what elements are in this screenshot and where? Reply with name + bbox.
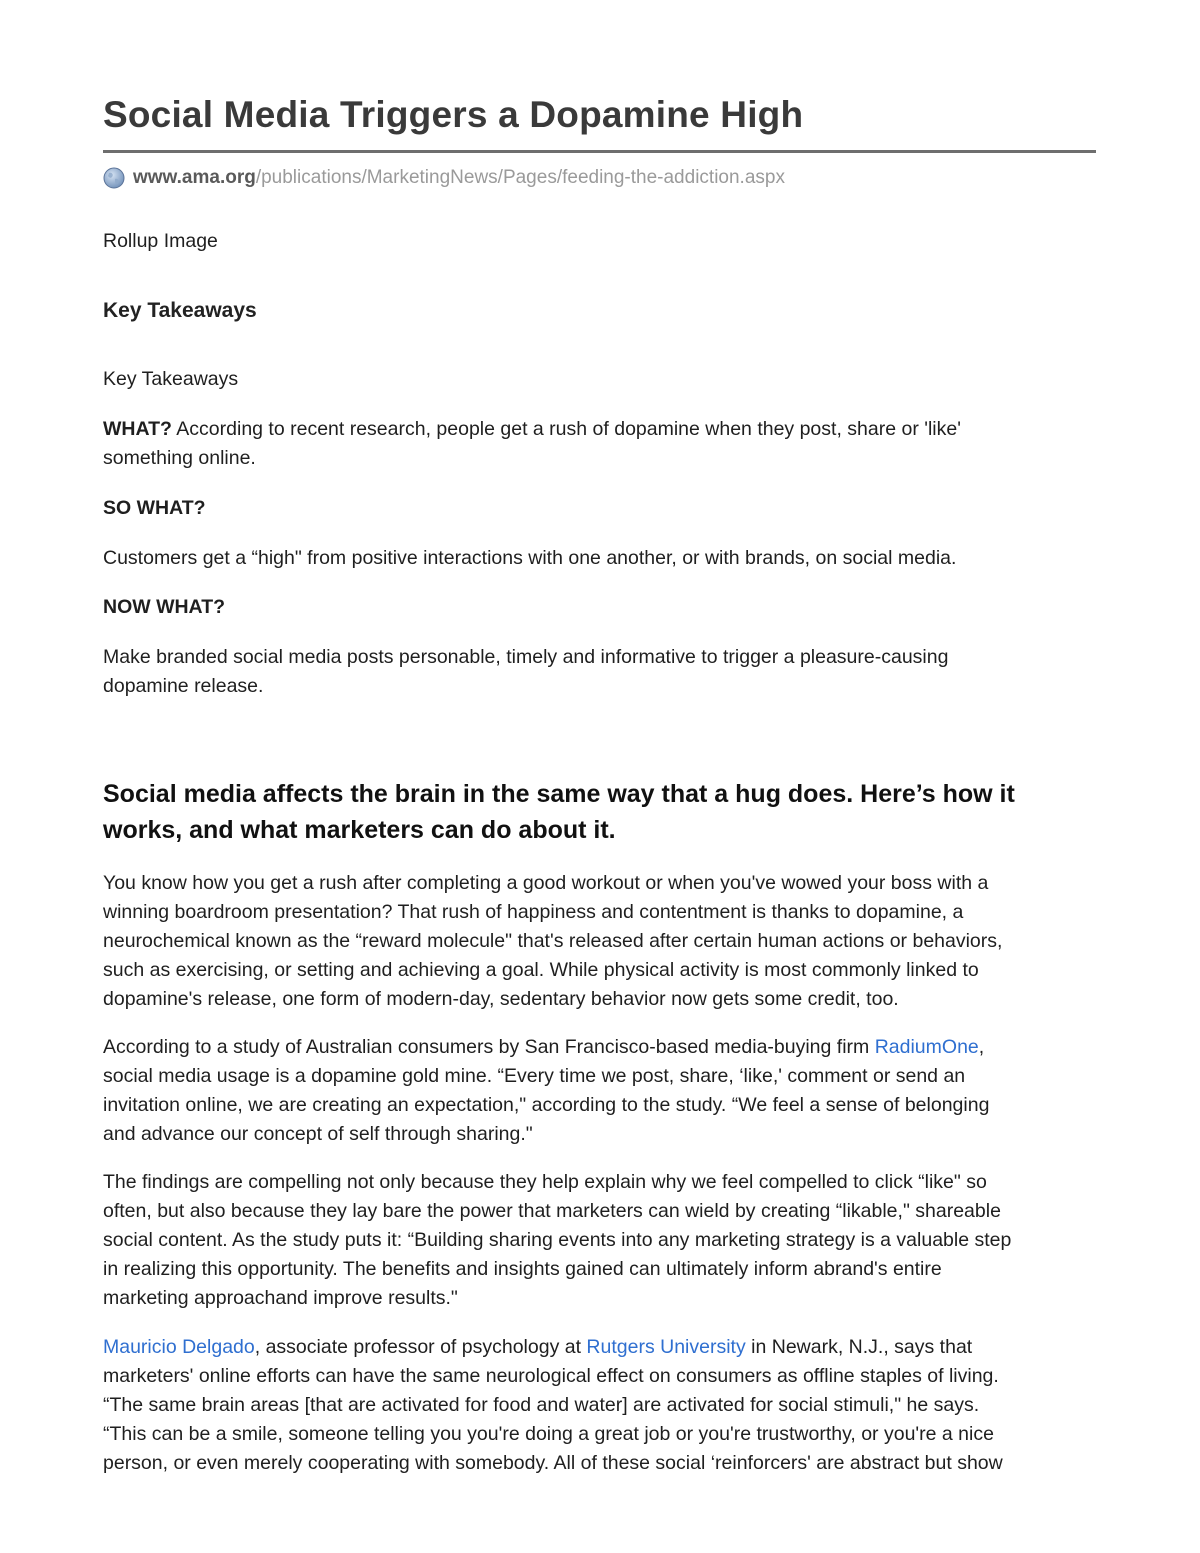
what-line-1 [103,415,961,444]
article-subheading [103,776,1015,848]
paragraph-text: in Newark, N.J., says that [745,1336,973,1358]
paragraph-line [103,1033,989,1062]
paragraph-line: social media usage is a dopamine gold mine. “Every time we post, share, ‘like,' comment or send an [103,1065,966,1087]
paragraph-line: such as exercising, or setting and achieving a goal. While physical activity is most commonly linked to [103,959,979,981]
rollup-image-label: Rollup Image [103,230,218,252]
article-paragraph-4 [103,1333,1003,1478]
key-takeaways-heading: Key Takeaways [103,299,257,322]
paragraph-line: marketing approachand improve results." [103,1287,458,1309]
now-what-line-1: Make branded social media posts personable, timely and informative to trigger a pleasure-causing [103,646,949,668]
article-paragraph-2 [103,1033,989,1149]
paragraph-line: person, or even merely cooperating with somebody. All of these social ‘reinforcers' are abstract but show [103,1452,1003,1474]
paragraph-line: The findings are compelling not only because they help explain why we feel compelled to click “like" so [103,1171,987,1193]
source-path[interactable]: /publications/MarketingNews/Pages/feeding-the-addiction.aspx [255,167,785,188]
page-title: Social Media Triggers a Dopamine High [103,94,804,135]
article-paragraph-1 [103,869,1002,1014]
paragraph-line: “The same brain areas [that are activated for food and water] are activated for social stimuli," he says. [103,1394,980,1416]
paragraph-line: and advance our concept of self through sharing." [103,1123,533,1145]
paragraph-line [103,1333,1003,1362]
article-subheading-line-1: Social media affects the brain in the same way that a hug does. Here’s how it [103,780,1015,808]
key-takeaways-label: Key Takeaways [103,368,239,390]
what-paragraph [103,415,961,473]
what-line-2: something online. [103,447,256,469]
paragraph-line: neurochemical known as the “reward molecule" that's released after certain human actions or behaviors, [103,930,1003,952]
what-text: According to recent research, people get a rush of dopamine when they post, share or 'like' [176,418,961,440]
paragraph-line: invitation online, we are creating an expectation," according to the study. “We feel a sense of belonging [103,1094,990,1116]
radiumone-link[interactable]: RadiumOne [874,1036,979,1058]
source-url[interactable] [103,167,785,189]
paragraph-line: social content. As the study puts it: “Building sharing events into any marketing strategy is a valuable step [103,1229,1012,1251]
globe-icon [103,167,125,189]
so-what-text: Customers get a “high" from positive interactions with one another, or with brands, on social media. [103,547,957,569]
paragraph-text: , associate professor of psychology at [254,1336,587,1358]
paragraph-line: in realizing this opportunity. The benefits and insights gained can ultimately inform abrand's entire [103,1258,942,1280]
article-subheading-line-2: works, and what marketers can do about it. [103,816,616,844]
now-what-paragraph [103,643,948,701]
paragraph-line: marketers' online efforts can have the same neurological effect on consumers as offline staples of living. [103,1365,999,1387]
now-what-line-2: dopamine release. [103,675,264,697]
paragraph-text: , [978,1036,985,1058]
paragraph-line: often, but also because they lay bare the power that marketers can wield by creating “likable," shareable [103,1200,1001,1222]
rutgers-university-link[interactable]: Rutgers University [586,1336,746,1358]
paragraph-line: winning boardroom presentation? That rush of happiness and contentment is thanks to dopamine, a [103,901,964,923]
now-what-label: NOW WHAT? [103,596,226,618]
paragraph-line: You know how you get a rush after completing a good workout or when you've wowed your boss with a [103,872,989,894]
article-paragraph-3 [103,1168,1011,1313]
what-label: WHAT? [103,418,172,440]
paragraph-text: According to a study of Australian consumers by San Francisco-based media-buying firm [103,1036,875,1058]
title-divider [103,150,1096,153]
paragraph-line: dopamine's release, one form of modern-day, sedentary behavior now gets some credit, too. [103,988,899,1010]
paragraph-line: “This can be a smile, someone telling you you're doing a great job or you're trustworthy, or you're a nice [103,1423,994,1445]
source-domain[interactable]: www.ama.org [133,167,256,188]
so-what-label: SO WHAT? [103,497,206,519]
mauricio-delgado-link[interactable]: Mauricio Delgado [103,1336,255,1358]
